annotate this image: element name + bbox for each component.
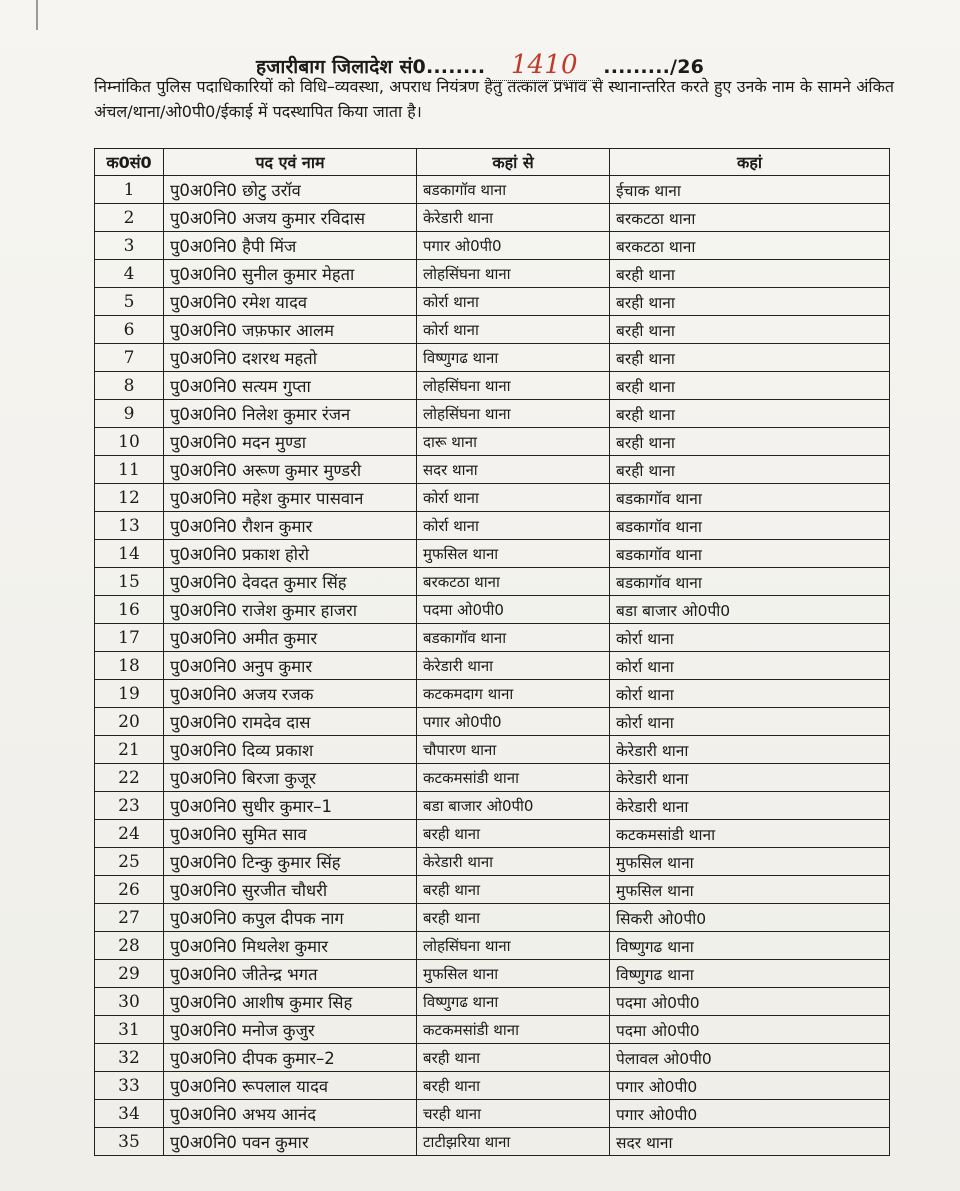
- serial-cell: 2: [95, 204, 164, 232]
- name-cell: पु0अ0नि0 प्रकाश होरो: [164, 540, 417, 568]
- to-cell: ईचाक थाना: [610, 176, 890, 204]
- from-cell: चरही थाना: [417, 1100, 610, 1128]
- name-cell: पु0अ0नि0 सत्यम गुप्ता: [164, 372, 417, 400]
- serial-cell: 23: [95, 792, 164, 820]
- serial-cell: 13: [95, 512, 164, 540]
- to-cell: बरकटठा थाना: [610, 232, 890, 260]
- serial-cell: 9: [95, 400, 164, 428]
- name-cell: पु0अ0नि0 मिथलेश कुमार: [164, 932, 417, 960]
- serial-cell: 34: [95, 1100, 164, 1128]
- from-cell: पदमा ओ0पी0: [417, 596, 610, 624]
- serial-cell: 35: [95, 1128, 164, 1156]
- column-header-from: कहां से: [417, 149, 610, 176]
- from-cell: कोर्रा थाना: [417, 288, 610, 316]
- from-cell: लोहसिंघना थाना: [417, 372, 610, 400]
- to-cell: कोर्रा थाना: [610, 652, 890, 680]
- from-cell: बरकटठा थाना: [417, 568, 610, 596]
- name-cell: पु0अ0नि0 अजय रजक: [164, 680, 417, 708]
- to-cell: बडा बाजार ओ0पी0: [610, 596, 890, 624]
- from-cell: विष्णुगढ थाना: [417, 344, 610, 372]
- serial-cell: 27: [95, 904, 164, 932]
- serial-cell: 3: [95, 232, 164, 260]
- serial-cell: 26: [95, 876, 164, 904]
- table-row: [95, 820, 890, 848]
- from-cell: कटकमदाग थाना: [417, 680, 610, 708]
- name-cell: पु0अ0नि0 देवदत कुमार सिंह: [164, 568, 417, 596]
- to-cell: केरेडारी थाना: [610, 764, 890, 792]
- name-cell: पु0अ0नि0 मदन मुण्डा: [164, 428, 417, 456]
- serial-cell: 21: [95, 736, 164, 764]
- to-cell: पदमा ओ0पी0: [610, 988, 890, 1016]
- name-cell: पु0अ0नि0 अमीत कुमार: [164, 624, 417, 652]
- name-cell: पु0अ0नि0 अभय आनंद: [164, 1100, 417, 1128]
- serial-cell: 22: [95, 764, 164, 792]
- table-row: [95, 372, 890, 400]
- serial-cell: 8: [95, 372, 164, 400]
- table-row: [95, 260, 890, 288]
- serial-cell: 30: [95, 988, 164, 1016]
- name-cell: पु0अ0नि0 अनुप कुमार: [164, 652, 417, 680]
- serial-cell: 29: [95, 960, 164, 988]
- to-cell: पदमा ओ0पी0: [610, 1016, 890, 1044]
- table-row: [95, 316, 890, 344]
- name-cell: पु0अ0नि0 दिव्य प्रकाश: [164, 736, 417, 764]
- to-cell: कोर्रा थाना: [610, 680, 890, 708]
- from-cell: मुफसिल थाना: [417, 960, 610, 988]
- name-cell: पु0अ0नि0 दशरथ महतो: [164, 344, 417, 372]
- serial-cell: 1: [95, 176, 164, 204]
- name-cell: पु0अ0नि0 मनोज कुजुर: [164, 1016, 417, 1044]
- serial-cell: 5: [95, 288, 164, 316]
- name-cell: पु0अ0नि0 सुमित साव: [164, 820, 417, 848]
- from-cell: कटकमसांडी थाना: [417, 764, 610, 792]
- table-row: [95, 932, 890, 960]
- to-cell: कोर्रा थाना: [610, 708, 890, 736]
- table-row: [95, 596, 890, 624]
- name-cell: पु0अ0नि0 सुधीर कुमार–1: [164, 792, 417, 820]
- to-cell: सदर थाना: [610, 1128, 890, 1156]
- name-cell: पु0अ0नि0 हैपी मिंज: [164, 232, 417, 260]
- to-cell: केरेडारी थाना: [610, 736, 890, 764]
- table-row: [95, 960, 890, 988]
- name-cell: पु0अ0नि0 जफ़फार आलम: [164, 316, 417, 344]
- serial-cell: 10: [95, 428, 164, 456]
- to-cell: बडकागॉव थाना: [610, 540, 890, 568]
- from-cell: लोहसिंघना थाना: [417, 932, 610, 960]
- table-row: [95, 1100, 890, 1128]
- name-cell: पु0अ0नि0 बिरजा कुजूर: [164, 764, 417, 792]
- name-cell: पु0अ0नि0 दीपक कुमार–2: [164, 1044, 417, 1072]
- to-cell: बडकागॉव थाना: [610, 568, 890, 596]
- to-cell: बरही थाना: [610, 428, 890, 456]
- name-cell: पु0अ0नि0 जीतेन्द्र भगत: [164, 960, 417, 988]
- table-row: [95, 876, 890, 904]
- order-number: 1410: [485, 50, 603, 81]
- column-header-serial: क0सं0: [95, 149, 164, 176]
- serial-cell: 24: [95, 820, 164, 848]
- serial-cell: 31: [95, 1016, 164, 1044]
- order-title-prefix: हजारीबाग जिलादेश सं0........: [255, 56, 486, 78]
- table-row: [95, 680, 890, 708]
- to-cell: बडकागॉव थाना: [610, 512, 890, 540]
- to-cell: बरही थाना: [610, 288, 890, 316]
- serial-cell: 18: [95, 652, 164, 680]
- from-cell: बरही थाना: [417, 820, 610, 848]
- to-cell: बरही थाना: [610, 400, 890, 428]
- serial-cell: 20: [95, 708, 164, 736]
- from-cell: लोहसिंघना थाना: [417, 400, 610, 428]
- name-cell: पु0अ0नि0 रौशन कुमार: [164, 512, 417, 540]
- from-cell: बडकागॉव थाना: [417, 176, 610, 204]
- to-cell: बरही थाना: [610, 372, 890, 400]
- from-cell: बडकागॉव थाना: [417, 624, 610, 652]
- table-row: [95, 288, 890, 316]
- from-cell: कोर्रा थाना: [417, 316, 610, 344]
- table-row: [95, 400, 890, 428]
- from-cell: बरही थाना: [417, 876, 610, 904]
- table-row: [95, 512, 890, 540]
- to-cell: बडकागॉव थाना: [610, 484, 890, 512]
- from-cell: केरेडारी थाना: [417, 848, 610, 876]
- to-cell: बरही थाना: [610, 456, 890, 484]
- to-cell: बरही थाना: [610, 260, 890, 288]
- table-row: [95, 1128, 890, 1156]
- to-cell: विष्णुगढ थाना: [610, 960, 890, 988]
- from-cell: चौपारण थाना: [417, 736, 610, 764]
- from-cell: मुफसिल थाना: [417, 540, 610, 568]
- serial-cell: 17: [95, 624, 164, 652]
- table-row: [95, 176, 890, 204]
- name-cell: पु0अ0नि0 टिन्कु कुमार सिंह: [164, 848, 417, 876]
- table-row: [95, 428, 890, 456]
- table-row: [95, 1072, 890, 1100]
- table-row: [95, 1044, 890, 1072]
- table-row: [95, 848, 890, 876]
- serial-cell: 19: [95, 680, 164, 708]
- from-cell: पगार ओ0पी0: [417, 232, 610, 260]
- name-cell: पु0अ0नि0 निलेश कुमार रंजन: [164, 400, 417, 428]
- to-cell: बरही थाना: [610, 316, 890, 344]
- serial-cell: 32: [95, 1044, 164, 1072]
- to-cell: पेलावल ओ0पी0: [610, 1044, 890, 1072]
- table-row: [95, 204, 890, 232]
- to-cell: पगार ओ0पी0: [610, 1072, 890, 1100]
- from-cell: पगार ओ0पी0: [417, 708, 610, 736]
- table-row: [95, 232, 890, 260]
- name-cell: पु0अ0नि0 रमेश यादव: [164, 288, 417, 316]
- name-cell: पु0अ0नि0 सुनील कुमार मेहता: [164, 260, 417, 288]
- to-cell: मुफसिल थाना: [610, 876, 890, 904]
- name-cell: पु0अ0नि0 अजय कुमार रविदास: [164, 204, 417, 232]
- to-cell: पगार ओ0पी0: [610, 1100, 890, 1128]
- from-cell: कोर्रा थाना: [417, 512, 610, 540]
- from-cell: बरही थाना: [417, 1072, 610, 1100]
- from-cell: विष्णुगढ थाना: [417, 988, 610, 1016]
- from-cell: सदर थाना: [417, 456, 610, 484]
- table-row: [95, 792, 890, 820]
- to-cell: विष्णुगढ थाना: [610, 932, 890, 960]
- from-cell: बरही थाना: [417, 1044, 610, 1072]
- table-row: [95, 568, 890, 596]
- serial-cell: 7: [95, 344, 164, 372]
- table-row: [95, 988, 890, 1016]
- transfer-table: [94, 148, 890, 1156]
- serial-cell: 12: [95, 484, 164, 512]
- from-cell: लोहसिंघना थाना: [417, 260, 610, 288]
- serial-cell: 16: [95, 596, 164, 624]
- paper-edge-mark: [36, 0, 38, 30]
- table-row: [95, 652, 890, 680]
- serial-cell: 15: [95, 568, 164, 596]
- table-row: [95, 540, 890, 568]
- serial-cell: 33: [95, 1072, 164, 1100]
- name-cell: पु0अ0नि0 कपुल दीपक नाग: [164, 904, 417, 932]
- from-cell: बरही थाना: [417, 904, 610, 932]
- from-cell: केरेडारी थाना: [417, 204, 610, 232]
- table-row: [95, 764, 890, 792]
- to-cell: कटकमसांडी थाना: [610, 820, 890, 848]
- table-header-row: [95, 149, 890, 176]
- table-row: [95, 736, 890, 764]
- name-cell: पु0अ0नि0 राजेश कुमार हाजरा: [164, 596, 417, 624]
- to-cell: केरेडारी थाना: [610, 792, 890, 820]
- serial-cell: 25: [95, 848, 164, 876]
- order-intro-paragraph: निम्नांकित पुलिस पदाधिकारियों को विधि–व्यवस्था, अपराध नियंत्रण हेतु तत्काल प्रभाव से स्थानान्तरित करते हुए उनके नाम के सामने अंकित अंचल/थाना/ओ0पी0/ईकाई में पदस्थापित किया जाता है।: [94, 77, 894, 121]
- order-title-suffix: ........./26: [603, 56, 705, 78]
- column-header-to: कहां: [610, 149, 890, 176]
- name-cell: पु0अ0नि0 महेश कुमार पासवान: [164, 484, 417, 512]
- serial-cell: 4: [95, 260, 164, 288]
- table-row: [95, 1016, 890, 1044]
- serial-cell: 14: [95, 540, 164, 568]
- serial-cell: 11: [95, 456, 164, 484]
- name-cell: पु0अ0नि0 अरूण कुमार मुण्डरी: [164, 456, 417, 484]
- from-cell: केरेडारी थाना: [417, 652, 610, 680]
- to-cell: सिकरी ओ0पी0: [610, 904, 890, 932]
- from-cell: बडा बाजार ओ0पी0: [417, 792, 610, 820]
- name-cell: पु0अ0नि0 पवन कुमार: [164, 1128, 417, 1156]
- to-cell: मुफसिल थाना: [610, 848, 890, 876]
- table-row: [95, 904, 890, 932]
- from-cell: दारू थाना: [417, 428, 610, 456]
- to-cell: बरकटठा थाना: [610, 204, 890, 232]
- table-row: [95, 344, 890, 372]
- to-cell: बरही थाना: [610, 344, 890, 372]
- from-cell: टाटीझरिया थाना: [417, 1128, 610, 1156]
- serial-cell: 6: [95, 316, 164, 344]
- name-cell: पु0अ0नि0 आशीष कुमार सिह: [164, 988, 417, 1016]
- name-cell: पु0अ0नि0 रूपलाल यादव: [164, 1072, 417, 1100]
- name-cell: पु0अ0नि0 रामदेव दास: [164, 708, 417, 736]
- name-cell: पु0अ0नि0 सुरजीत चौधरी: [164, 876, 417, 904]
- table-body: [95, 176, 890, 1156]
- table-row: [95, 708, 890, 736]
- table-row: [95, 624, 890, 652]
- column-header-name: पद एवं नाम: [164, 149, 417, 176]
- from-cell: कटकमसांडी थाना: [417, 1016, 610, 1044]
- table-row: [95, 484, 890, 512]
- serial-cell: 28: [95, 932, 164, 960]
- from-cell: कोर्रा थाना: [417, 484, 610, 512]
- to-cell: कोर्रा थाना: [610, 624, 890, 652]
- table-row: [95, 456, 890, 484]
- name-cell: पु0अ0नि0 छोटु उरॉव: [164, 176, 417, 204]
